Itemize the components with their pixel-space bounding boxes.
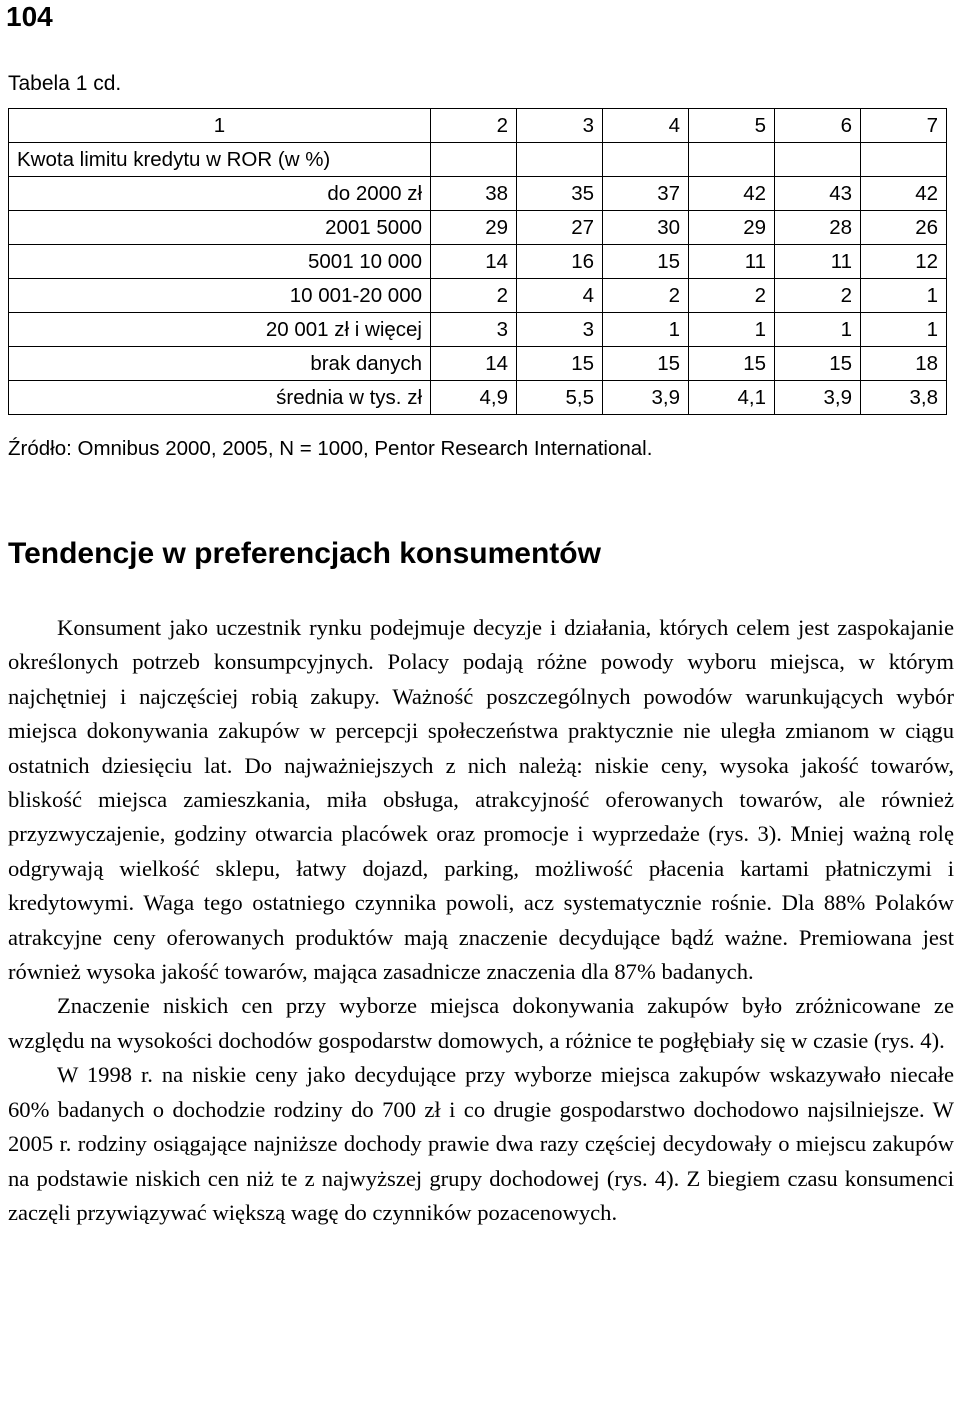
table-row-label: 5001 10 000: [9, 245, 431, 279]
table-cell: 4,9: [431, 381, 517, 415]
table-row: [9, 381, 947, 415]
table-cell: [689, 143, 775, 177]
table-header-cell: 6: [775, 109, 861, 143]
table-row: [9, 245, 947, 279]
table-cell: [431, 143, 517, 177]
table-cell: 1: [861, 279, 947, 313]
table-cell: 29: [689, 211, 775, 245]
table-cell: [603, 143, 689, 177]
table-cell: 27: [517, 211, 603, 245]
table-row: [9, 313, 947, 347]
table-cell: 1: [689, 313, 775, 347]
table-row-label: 20 001 zł i więcej: [9, 313, 431, 347]
table-group-label: Kwota limitu kredytu w ROR (w %): [9, 143, 431, 177]
table-cell: 4: [517, 279, 603, 313]
table-header-cell: 5: [689, 109, 775, 143]
table-cell: 30: [603, 211, 689, 245]
table-cell: 15: [603, 347, 689, 381]
table-row-label: do 2000 zł: [9, 177, 431, 211]
table-cell: [775, 143, 861, 177]
table-header-cell: 4: [603, 109, 689, 143]
table-cell: 14: [431, 245, 517, 279]
table-cell: [861, 143, 947, 177]
table-cell: 42: [689, 177, 775, 211]
table-header-cell: 2: [431, 109, 517, 143]
table-cell: 1: [775, 313, 861, 347]
table-cell: 28: [775, 211, 861, 245]
body-text: [8, 611, 954, 1230]
table-cell: 1: [603, 313, 689, 347]
table-cell: 15: [775, 347, 861, 381]
table-cell: 1: [861, 313, 947, 347]
paragraph: Konsument jako uczestnik rynku podejmuje decyzje i działania, których celem jest zaspokajanie określonych potrzeb konsumpcyjnych. Polacy podają różne powody wyboru miejsca, w którym najchętniej i najczęściej robią zakupy. Ważność poszczególnych powodów warunkujących wybór miejsca dokonywania zakupów w percepcji społeczeństwa praktycznie nie uległa zmianom w ciągu ostatnich dziesięciu lat. Do najważniejszych z nich należą: niskie ceny, wysoka jakość towarów, bliskość miejsca zamieszkania, miła obsługa, atrakcyjność oferowanych towarów, ale również przyzwyczajenie, godziny otwarcia placówek oraz promocje i wyprzedaże (rys. 3). Mniej ważną rolę odgrywają wielkość sklepu, łatwy dojazd, parking, możliwość płacenia kartami płatniczymi i kredytowymi. Waga tego ostatniego czynnika powoli, acz systematycznie rośnie. Dla 88% Polaków atrakcyjne ceny oferowanych produktów mają znaczenie decydujące bądź ważne. Premiowana jest również wysoka jakość towarów, mająca zasadnicze znaczenia dla 87% badanych.: [8, 615, 954, 985]
table-cell: 35: [517, 177, 603, 211]
table-row: [9, 211, 947, 245]
table-row: [9, 177, 947, 211]
table-cell: 11: [689, 245, 775, 279]
table-cell: 42: [861, 177, 947, 211]
table-cell: 2: [775, 279, 861, 313]
table-cell: 15: [689, 347, 775, 381]
table-cell: 2: [689, 279, 775, 313]
table-cell: 3: [431, 313, 517, 347]
table-cell: 3,9: [775, 381, 861, 415]
table-cell: 4,1: [689, 381, 775, 415]
table-cell: 3,9: [603, 381, 689, 415]
table-cell: 2: [603, 279, 689, 313]
section-title: Tendencje w preferencjach konsumentów: [8, 537, 601, 570]
table-cell: 12: [861, 245, 947, 279]
paragraph: Znaczenie niskich cen przy wyborze miejsca dokonywania zakupów było zróżnicowane ze względu na wysokości dochodów gospodarstw domowych, a różnice te pogłębiały się w czasie (rys. 4).: [8, 993, 954, 1053]
table-row: [9, 279, 947, 313]
data-table: [8, 108, 947, 415]
paragraph: W 1998 r. na niskie ceny jako decydujące przy wyborze miejsca zakupów wskazywało niecałe 60% badanych o dochodzie rodziny do 700 zł i co drugie gospodarstwo dochodowo najsilniejsze. W 2005 r. rodziny osiągające najniższe dochody prawie dwa razy częściej decydowały o miejscu zakupów na podstawie niskich cen niż te z najwyższej grupy dochodowej (rys. 4). Z biegiem czasu konsumenci zaczęli przywiązywać większą wagę do czynników pozacenowych.: [8, 1062, 954, 1225]
table-cell: 3,8: [861, 381, 947, 415]
table-source-note: Źródło: Omnibus 2000, 2005, N = 1000, Pentor Research International.: [8, 437, 653, 460]
table-cell: 15: [517, 347, 603, 381]
table-cell: 26: [861, 211, 947, 245]
table-header-cell: 1: [9, 109, 431, 143]
table-caption: Tabela 1 cd.: [8, 72, 122, 95]
table-cell: 43: [775, 177, 861, 211]
table-row-label: brak danych: [9, 347, 431, 381]
table-row-label: 10 001-20 000: [9, 279, 431, 313]
table-cell: 2: [431, 279, 517, 313]
table-cell: 11: [775, 245, 861, 279]
table-cell: 16: [517, 245, 603, 279]
table-cell: 29: [431, 211, 517, 245]
table-header-cell: 7: [861, 109, 947, 143]
table-cell: 38: [431, 177, 517, 211]
table-cell: 18: [861, 347, 947, 381]
table-group-row: [9, 143, 947, 177]
table-cell: [517, 143, 603, 177]
table-header-cell: 3: [517, 109, 603, 143]
table-row-label: średnia w tys. zł: [9, 381, 431, 415]
table-cell: 5,5: [517, 381, 603, 415]
table-cell: 15: [603, 245, 689, 279]
table-row-label: 2001 5000: [9, 211, 431, 245]
table-cell: 14: [431, 347, 517, 381]
table-cell: 3: [517, 313, 603, 347]
table-cell: 37: [603, 177, 689, 211]
table-header-row: [9, 109, 947, 143]
table-row: [9, 347, 947, 381]
page-number: 104: [6, 1, 53, 32]
